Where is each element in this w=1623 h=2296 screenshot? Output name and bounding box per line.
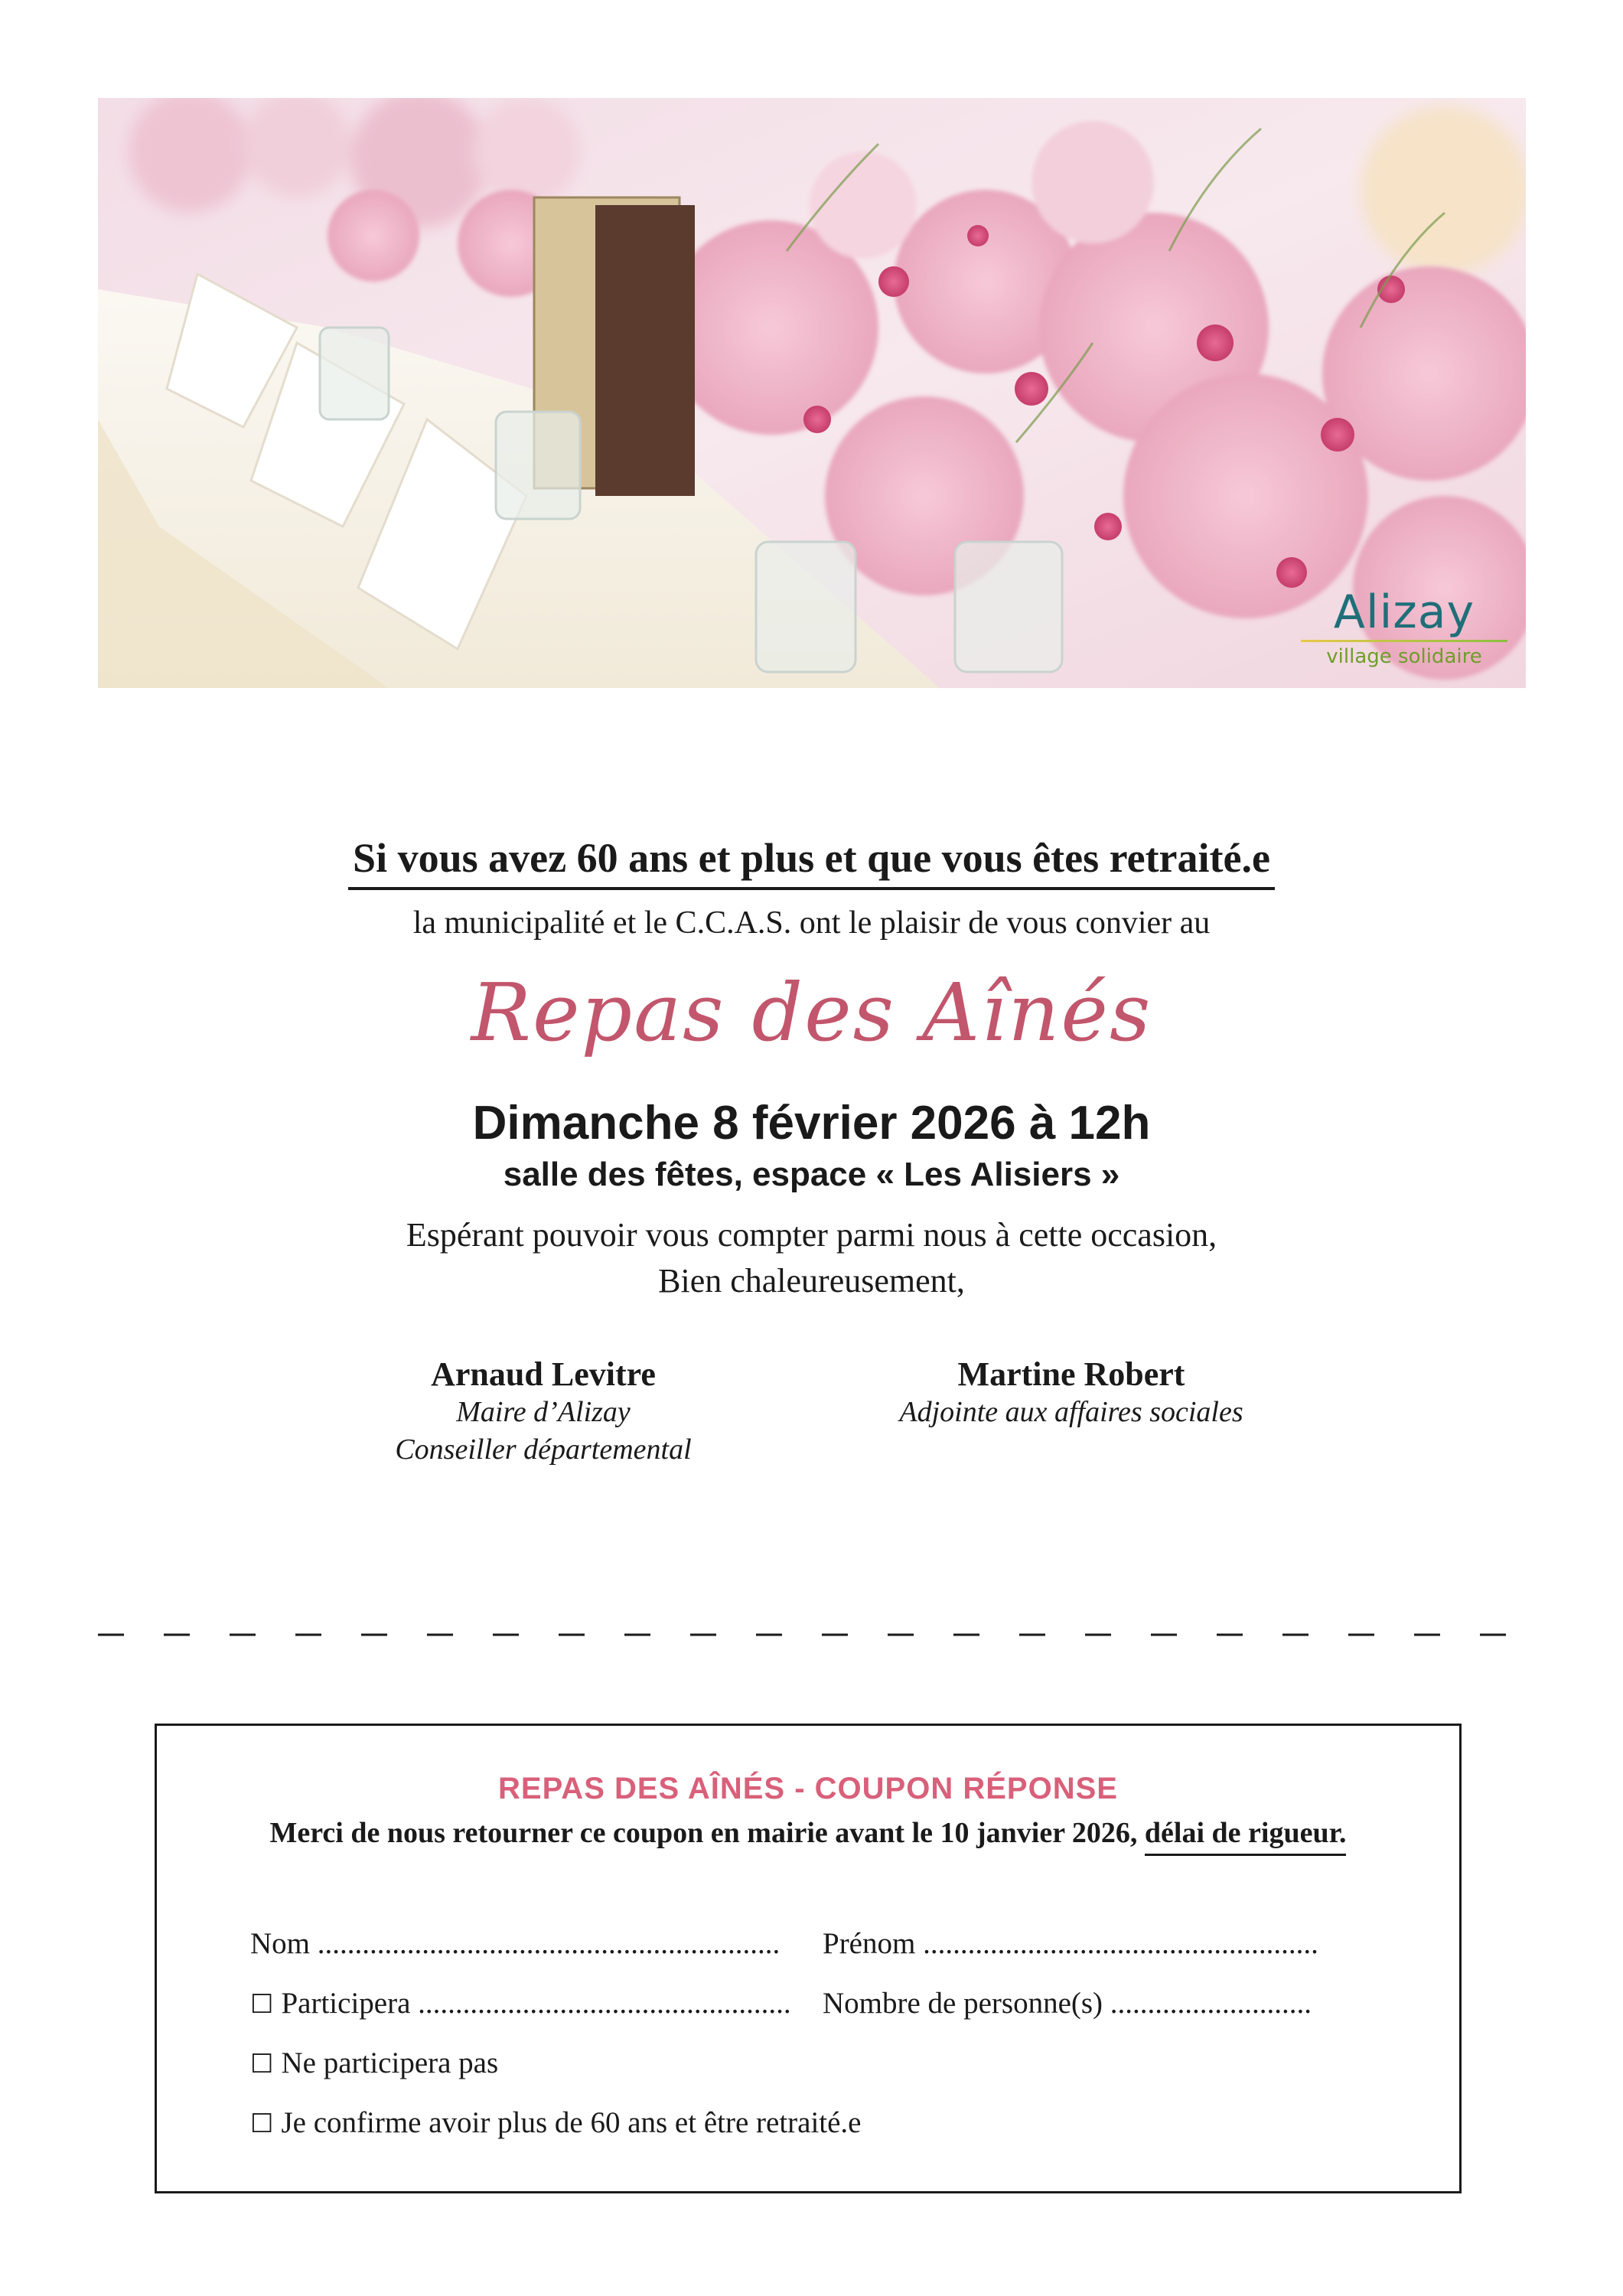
ne-participera-pas-option[interactable] [250,2046,498,2080]
coupon-title: REPAS DES AÎNÉS - COUPON RÉPONSE [498,1772,1118,1805]
event-title: Repas des Aînés [471,966,1152,1059]
participera-option[interactable] [250,1986,791,2020]
checkbox-icon[interactable]: ☐ [250,2049,274,2079]
signatory-deputy [857,1355,1286,1431]
prenom-field[interactable]: Prénom ..................................................... [823,1927,1318,1960]
nombre-personnes-field[interactable]: Nombre de personne(s) ........................... [823,1987,1312,2020]
eligibility-headline [0,834,1623,882]
wish-line-2: Bien chaleureusement, [658,1262,965,1300]
coupon-instruction-text: Merci de nous retourner ce coupon en mairie avant le 10 janvier 2026, [269,1817,1138,1849]
signatory-role: Adjointe aux affaires sociales [899,1396,1243,1428]
event-venue: salle des fêtes, espace « Les Alisiers » [503,1156,1120,1193]
signatory-name: Arnaud Levitre [431,1355,656,1393]
confirmation-label: Je confirme avoir plus de 60 ans et être retraité.e [281,2106,862,2139]
signatory-mayor [337,1355,750,1469]
participera-label: Participera .................................................. [281,1987,791,2020]
coupon-deadline-emphasis: délai de rigueur. [1145,1817,1347,1856]
wish-line-1: Espérant pouvoir vous compter parmi nous à cette occasion, [406,1216,1217,1254]
reply-coupon [155,1724,1462,2193]
invitation-line: la municipalité et le C.C.A.S. ont le plaisir de vous convier au [412,905,1211,941]
alizay-logo [1293,585,1515,668]
checkbox-icon[interactable]: ☐ [250,1989,274,2020]
coupon-instruction [157,1816,1459,1850]
logo-underline [1301,640,1507,642]
headline-text: Si vous avez 60 ans et plus et que vous êtes retraité.e [348,835,1275,890]
banner-photo [98,98,1526,688]
ne-participera-pas-label: Ne participera pas [281,2047,499,2079]
logo-name: Alizay [1333,585,1475,639]
confirmation-option[interactable] [250,2105,862,2140]
nom-field[interactable]: Nom .............................................................. [250,1927,781,1960]
signatory-name: Martine Robert [957,1355,1185,1393]
cut-dashed-line [98,1633,1526,1636]
logo-tagline: village solidaire [1326,645,1482,668]
event-date: Dimanche 8 février 2026 à 12h [472,1097,1151,1150]
signatory-role: Maire d’Alizay [456,1396,631,1428]
checkbox-icon[interactable]: ☐ [250,2108,274,2139]
signatory-role: Conseiller départemental [395,1433,692,1466]
